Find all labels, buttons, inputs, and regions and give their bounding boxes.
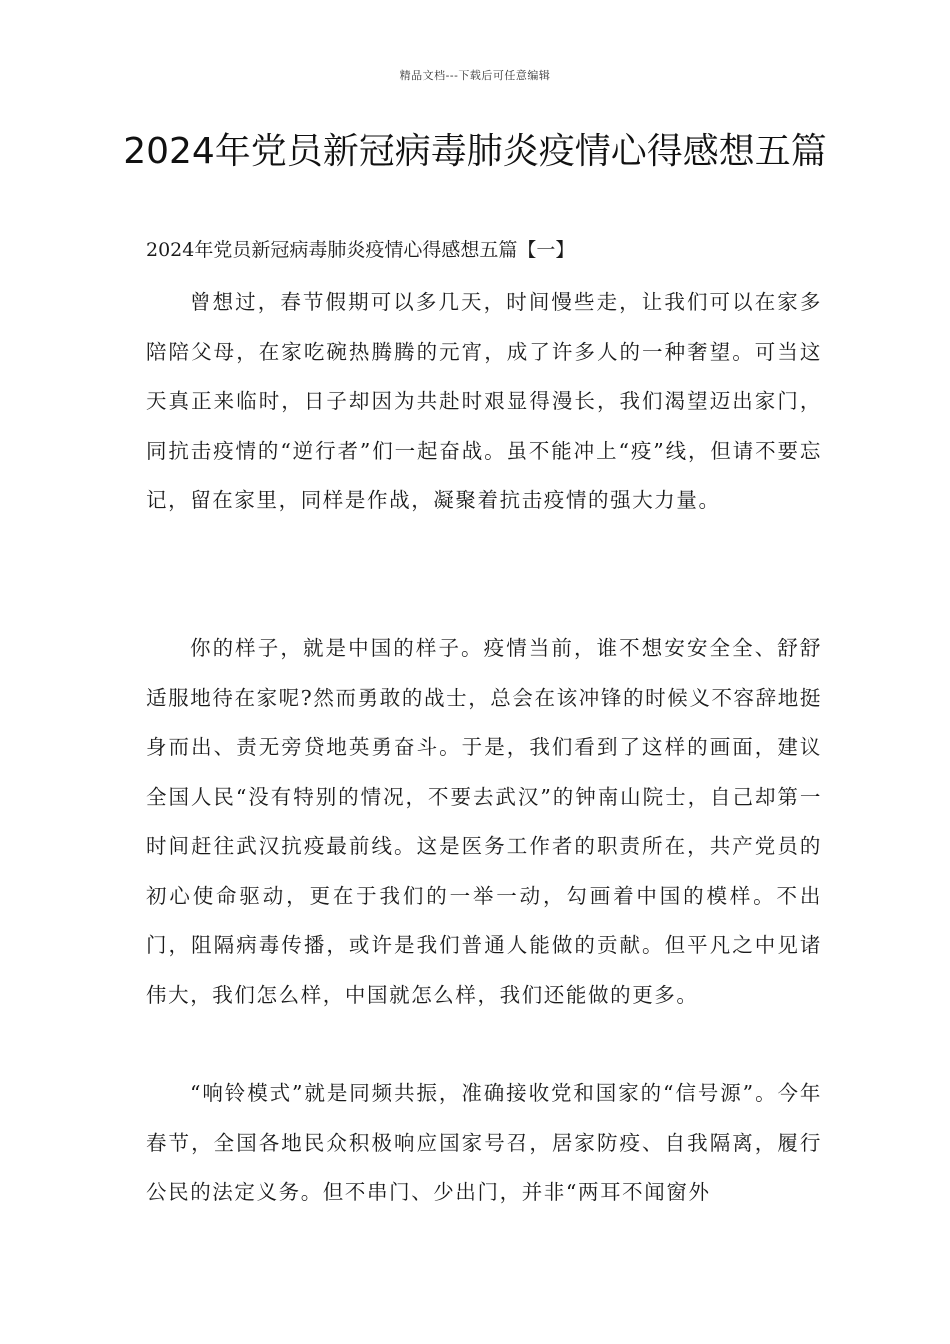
paragraph-2: 你的样子，就是中国的样子。疫情当前，谁不想安安全全、舒舒适服地待在家呢?然而勇敢的战士，总会在该冲锋的时候义不容辞地挺身而出、责无旁贷地英勇奋斗。于是，我们看到了这样的画面，建议全国人民“没有特别的情况，不要去武汉”的钟南山院士，自己却第一时间赶往武汉抗疫最前线。这是医务工作者的职责所在，共产党员的初心使命驱动，更在于我们的一举一动，勾画着中国的模样。不出门，阻隔病毒传播，或许是我们普通人能做的贡献。但平凡之中见诸伟大，我们怎么样，中国就怎么样，我们还能做的更多。 (146, 636, 822, 1007)
document-title: 2024年党员新冠病毒肺炎疫情心得感想五篇 (123, 131, 827, 172)
paragraph-3: “响铃模式”就是同频共振，准确接收党和国家的“信号源”。今年春节，全国各地民众积极响应国家号召，居家防疫、自我隔离，履行公民的法定义务。但不串门、少出门，并非“两耳不闻窗外 (146, 1081, 822, 1204)
section-subtitle: 2024年党员新冠病毒肺炎疫情心得感想五篇【一】 (146, 239, 575, 261)
paragraph-1: 曾想过，春节假期可以多几天，时间慢些走，让我们可以在家多陪陪父母，在家吃碗热腾腾的元宵，成了许多人的一种奢望。可当这天真正来临时，日子却因为共赴时艰显得漫长，我们渴望迈出家门，同抗击疫情的“逆行者”们一起奋战。虽不能冲上“疫”线，但请不要忘记，留在家里，同样是作战，凝聚着抗击疫情的强大力量。 (146, 290, 822, 512)
header-note: 精品文档---下载后可任意编辑 (399, 69, 551, 82)
